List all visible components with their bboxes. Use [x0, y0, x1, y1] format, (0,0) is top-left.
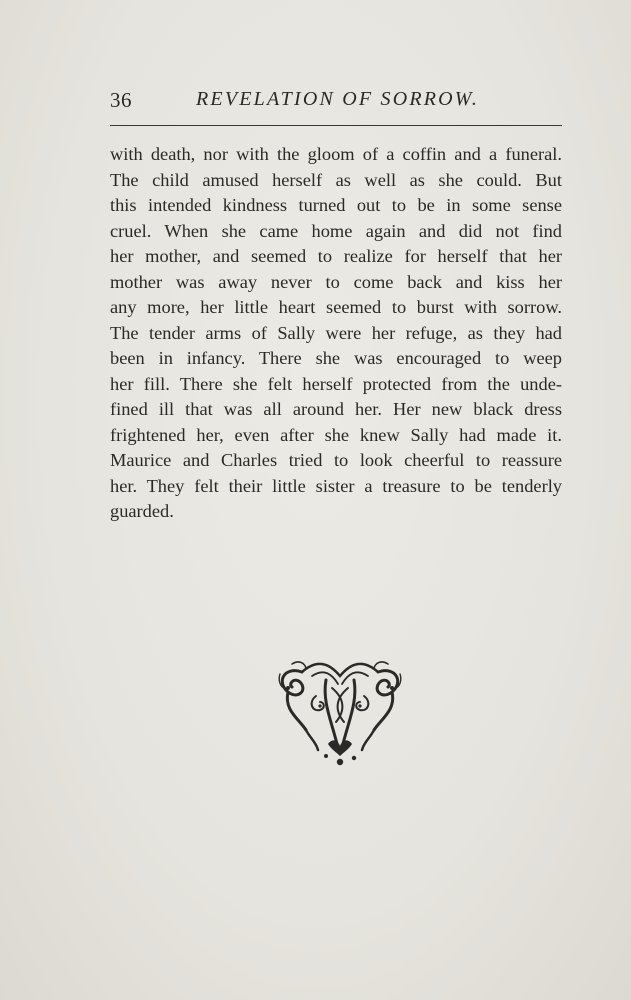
text-line: her mother, and seemed to realize for herself that her: [110, 246, 562, 266]
page-header: [110, 88, 562, 118]
body-text: [110, 142, 562, 525]
text-line: been in infancy. There she was encouraged to weep: [110, 348, 562, 368]
floral-monogram-ornament-icon: [272, 652, 408, 770]
text-line: frightened her, even after she knew Sally had made it.: [110, 424, 562, 445]
text-line: her. They felt their little sister a treasure to be tenderly: [110, 475, 562, 496]
text-line: fined ill that was all around her. Her new black dress: [110, 399, 562, 419]
running-title: REVELATION OF SORROW.: [196, 88, 480, 110]
text-line: The child amused herself as well as she could. But: [110, 169, 562, 190]
page-number: 36: [110, 88, 132, 112]
text-line: this intended kindness turned out to be in some sense: [110, 195, 562, 215]
text-line: The tender arms of Sally were her refuge, as they had: [110, 322, 562, 343]
header-rule: [110, 125, 562, 126]
text-line: mother was away never to come back and kiss her: [110, 271, 562, 292]
text-line: any more, her little heart seemed to burst with sorrow.: [110, 297, 562, 317]
text-line: cruel. When she came home again and did not find: [110, 220, 562, 241]
text-line: with death, nor with the gloom of a coffin and a funeral.: [110, 144, 562, 164]
text-line: Maurice and Charles tried to look cheerful to reassure: [110, 450, 562, 470]
text-line: her fill. There she felt herself protected from the unde-: [110, 373, 562, 394]
text-line: guarded.: [110, 501, 174, 521]
